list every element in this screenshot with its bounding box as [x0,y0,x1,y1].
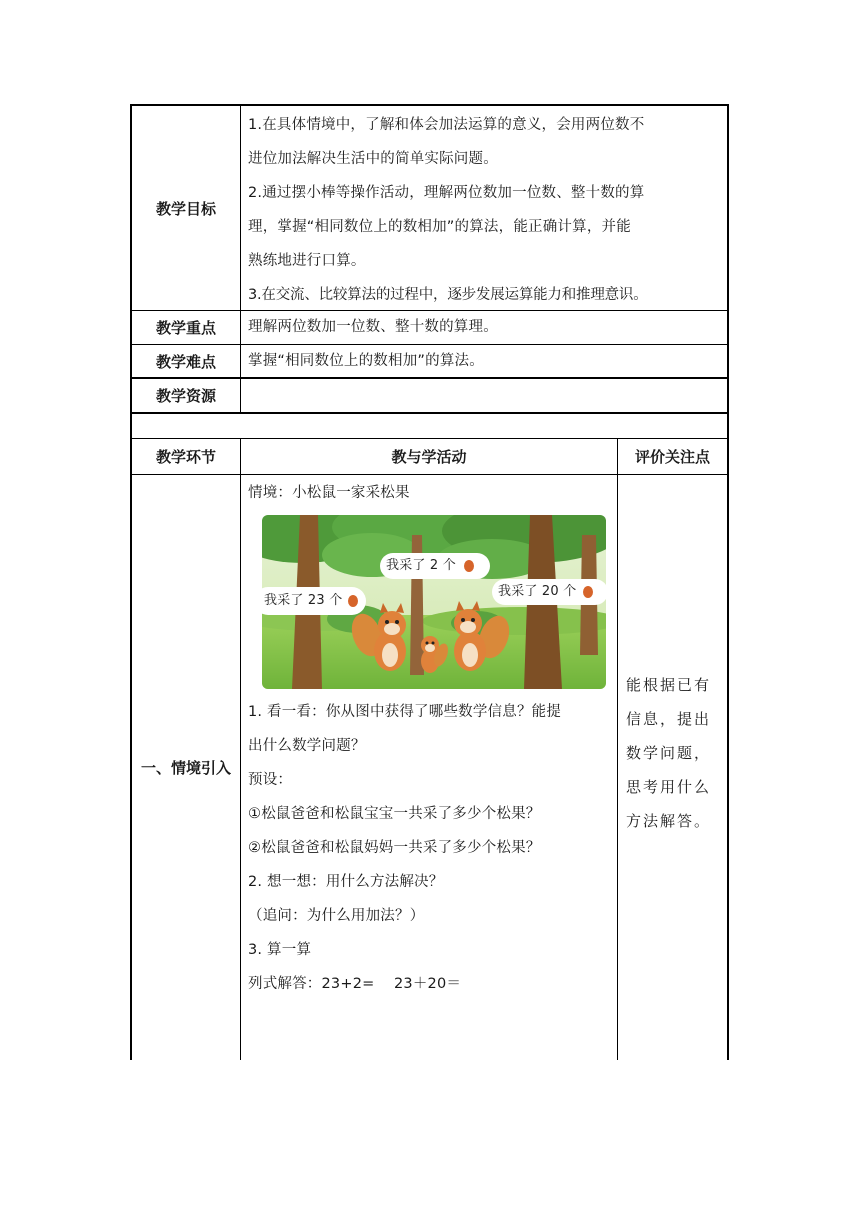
key-point-label: 教学重点 [155,319,216,337]
stage-divider [240,439,241,1060]
activity-line: 1. 看一看：你从图中获得了哪些数学信息？能提 [248,704,562,720]
activity-line: 预设： [248,772,293,788]
objective-line: 2.通过摆小棒等操作活动，理解两位数加一位数、整十数的算 [248,185,645,201]
resources-label: 教学资源 [155,387,216,405]
squirrel-illustration [262,515,606,689]
evaluation-line: 方法解答。 [626,812,712,830]
table-border-right [727,104,729,1060]
objective-line: 进位加法解决生活中的简单实际问题。 [248,151,498,167]
row-line [130,412,729,414]
eval-divider [617,439,618,1060]
bubble-left: 我采了 23 个 [264,593,343,608]
resources-text [248,379,718,412]
header-activity: 教与学活动 [391,448,467,466]
header-stage: 教学环节 [155,448,216,466]
bubble-right: 我采了 20 个 [498,584,577,599]
activity-line: 2. 想一想：用什么方法解决？ [248,874,444,890]
activity-line: ②松鼠爸爸和松鼠妈妈一共采了多少个松果？ [248,840,541,856]
activity-line: ①松鼠爸爸和松鼠宝宝一共采了多少个松果？ [248,806,541,822]
evaluation-line: 能根据已有 [626,676,712,694]
stage-section1-label: 一、情境引入 [141,758,232,777]
activity-line: 3. 算一算 [248,942,312,958]
objectives-text [248,106,726,310]
objective-line: 3.在交流、比较算法的过程中，逐步发展运算能力和推理意识。 [248,287,648,303]
evaluation-section1 [626,668,726,838]
header-evaluation: 评价关注点 [634,448,710,466]
key-point-text: 理解两位数加一位数、整十数的算理。 [248,319,498,335]
difficulty-text: 掌握“相同数位上的数相加”的算法。 [248,353,484,369]
objective-line: 理，掌握“相同数位上的数相加”的算法，能正确计算，并能 [248,219,631,235]
label-divider [240,104,241,413]
objective-line: 熟练地进行口算。 [248,253,366,269]
evaluation-line: 思考用什么 [626,778,712,796]
activity-line: 出什么数学问题？ [248,738,366,754]
objectives-label: 教学目标 [155,199,216,218]
scene-title: 情境：小松鼠一家采松果 [248,485,410,501]
stage-section1 [132,475,240,1060]
activity-line: （追问：为什么用加法？） [248,908,425,924]
activity-section1 [248,475,614,1060]
difficulty-label: 教学难点 [155,352,216,371]
evaluation-line: 数学问题， [626,744,712,762]
bubble-mid: 我采了 2 个 [386,558,456,573]
evaluation-line: 信息，提出 [626,710,712,728]
objective-line: 1.在具体情境中，了解和体会加法运算的意义，会用两位数不 [248,117,645,133]
activity-line: 列式解答：23+2= 23＋20＝ [248,976,462,992]
